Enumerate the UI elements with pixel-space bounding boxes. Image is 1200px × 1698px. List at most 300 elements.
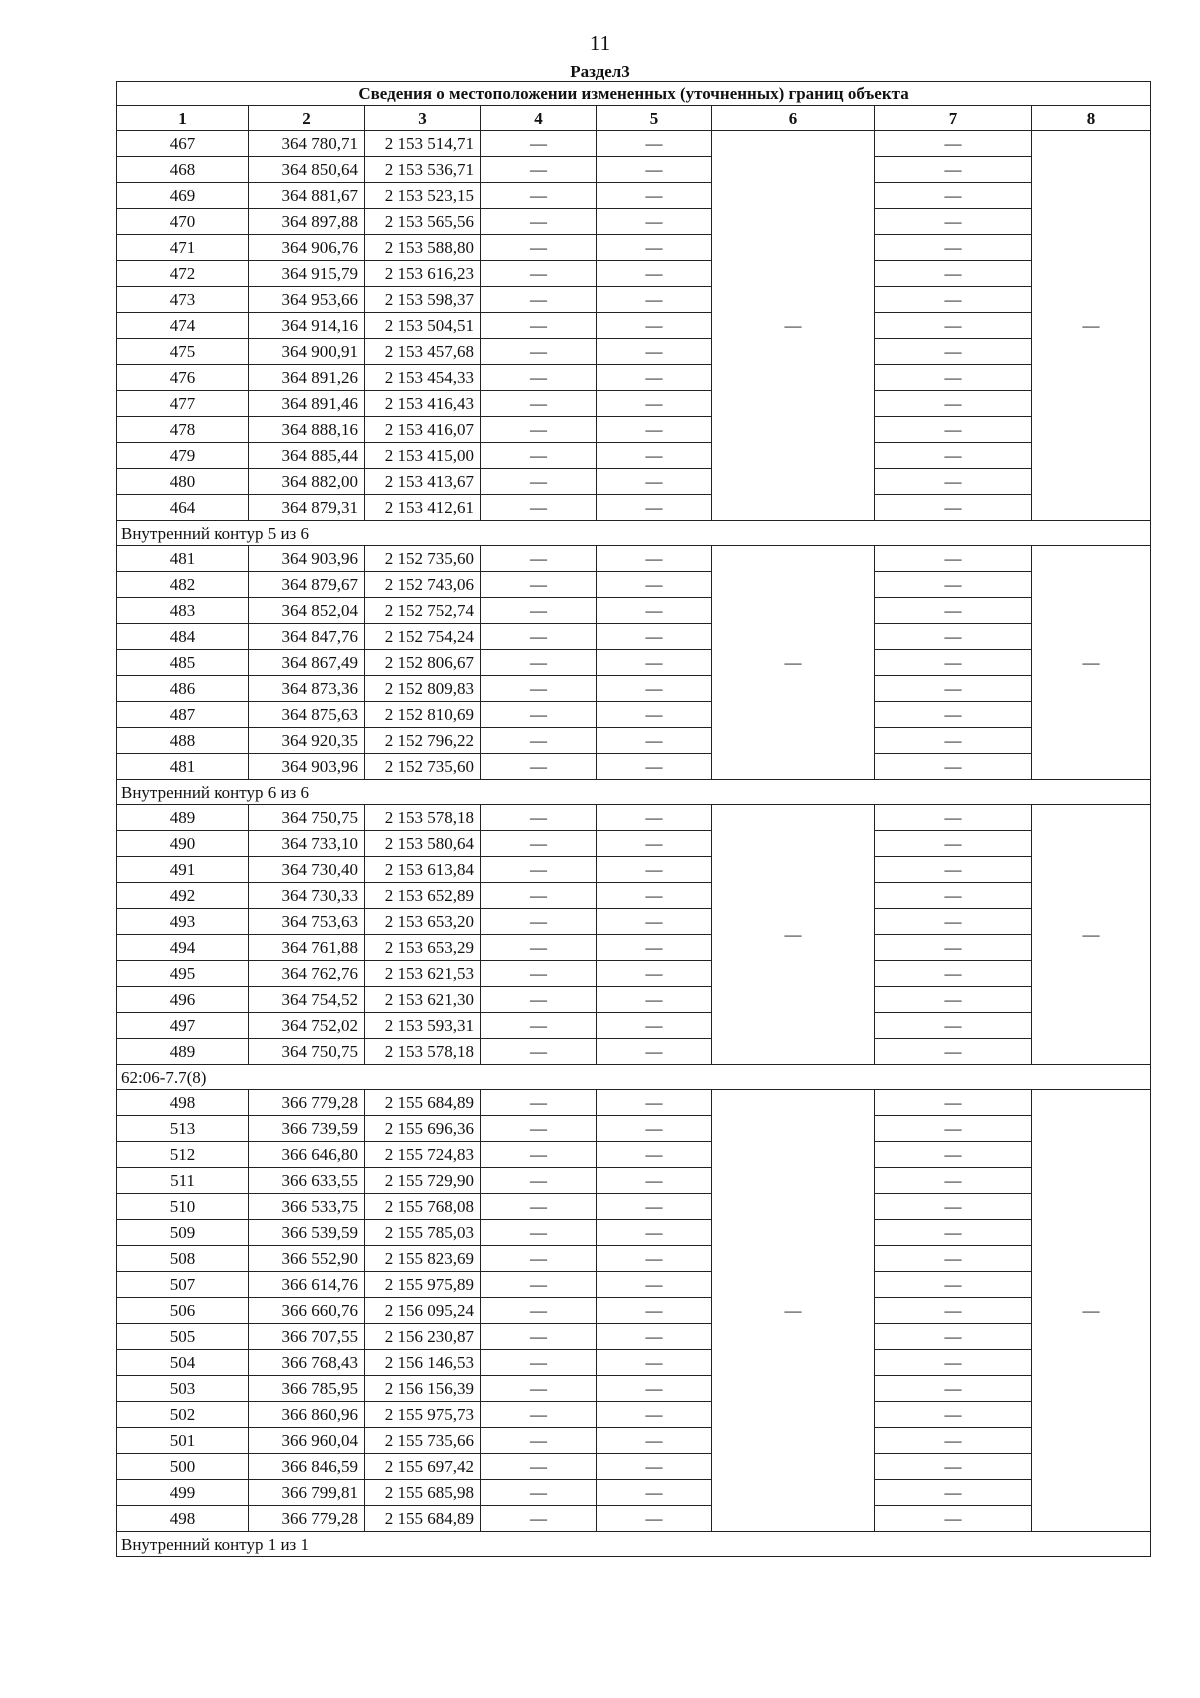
column-4-value: — <box>481 495 597 521</box>
y-coordinate: 2 153 616,23 <box>365 261 481 287</box>
column-6-merged-value: — <box>712 1090 875 1532</box>
column-7-value: — <box>875 287 1032 313</box>
section-title: Раздел3 <box>570 62 630 81</box>
point-number: 477 <box>117 391 249 417</box>
table-row <box>117 365 1151 391</box>
column-7-value: — <box>875 1013 1032 1039</box>
column-7-value: — <box>875 1480 1032 1506</box>
point-number: 483 <box>117 598 249 624</box>
x-coordinate: 364 873,36 <box>249 676 365 702</box>
table-row <box>117 157 1151 183</box>
point-number: 493 <box>117 909 249 935</box>
point-number: 509 <box>117 1220 249 1246</box>
table-row <box>117 1428 1151 1454</box>
y-coordinate: 2 153 415,00 <box>365 443 481 469</box>
column-7-value: — <box>875 909 1032 935</box>
point-number: 507 <box>117 1272 249 1298</box>
contour-label: Внутренний контур 1 из 1 <box>117 1532 1151 1557</box>
x-coordinate: 364 885,44 <box>249 443 365 469</box>
contour-label: Внутренний контур 5 из 6 <box>117 521 1151 546</box>
table-row <box>117 754 1151 780</box>
column-5-value: — <box>597 1194 712 1220</box>
column-4-value: — <box>481 1376 597 1402</box>
y-coordinate: 2 153 652,89 <box>365 883 481 909</box>
column-4-value: — <box>481 598 597 624</box>
table-row <box>117 313 1151 339</box>
column-5-value: — <box>597 572 712 598</box>
column-7-value: — <box>875 1428 1032 1454</box>
y-coordinate: 2 155 684,89 <box>365 1090 481 1116</box>
x-coordinate: 364 903,96 <box>249 754 365 780</box>
column-4-value: — <box>481 857 597 883</box>
x-coordinate: 364 900,91 <box>249 339 365 365</box>
x-coordinate: 364 730,33 <box>249 883 365 909</box>
point-number: 484 <box>117 624 249 650</box>
point-number: 492 <box>117 883 249 909</box>
y-coordinate: 2 155 735,66 <box>365 1428 481 1454</box>
column-5-value: — <box>597 209 712 235</box>
point-number: 480 <box>117 469 249 495</box>
contour-label-row <box>117 1065 1151 1090</box>
column-5-value: — <box>597 417 712 443</box>
column-4-value: — <box>481 909 597 935</box>
point-number: 489 <box>117 805 249 831</box>
x-coordinate: 366 960,04 <box>249 1428 365 1454</box>
column-5-value: — <box>597 287 712 313</box>
y-coordinate: 2 153 416,43 <box>365 391 481 417</box>
y-coordinate: 2 153 565,56 <box>365 209 481 235</box>
point-number: 501 <box>117 1428 249 1454</box>
table-title-row <box>117 82 1151 106</box>
table-title: Сведения о местоположении измененных (уточненных) границ объекта <box>117 82 1151 106</box>
x-coordinate: 366 552,90 <box>249 1246 365 1272</box>
x-coordinate: 366 799,81 <box>249 1480 365 1506</box>
column-5-value: — <box>597 883 712 909</box>
y-coordinate: 2 152 810,69 <box>365 702 481 728</box>
column-7-value: — <box>875 235 1032 261</box>
y-coordinate: 2 153 653,20 <box>365 909 481 935</box>
point-number: 512 <box>117 1142 249 1168</box>
column-7-value: — <box>875 1454 1032 1480</box>
column-7-value: — <box>875 1402 1032 1428</box>
column-5-value: — <box>597 1272 712 1298</box>
column-5-value: — <box>597 443 712 469</box>
column-7-value: — <box>875 1324 1032 1350</box>
column-5-value: — <box>597 1298 712 1324</box>
y-coordinate: 2 152 735,60 <box>365 546 481 572</box>
point-number: 470 <box>117 209 249 235</box>
column-4-value: — <box>481 702 597 728</box>
x-coordinate: 366 768,43 <box>249 1350 365 1376</box>
column-5-value: — <box>597 961 712 987</box>
table-row <box>117 1376 1151 1402</box>
point-number: 488 <box>117 728 249 754</box>
column-number-4: 4 <box>481 106 597 131</box>
point-number: 511 <box>117 1168 249 1194</box>
y-coordinate: 2 156 230,87 <box>365 1324 481 1350</box>
column-4-value: — <box>481 650 597 676</box>
x-coordinate: 364 897,88 <box>249 209 365 235</box>
column-7-value: — <box>875 676 1032 702</box>
x-coordinate: 366 614,76 <box>249 1272 365 1298</box>
column-7-value: — <box>875 883 1032 909</box>
table-row <box>117 339 1151 365</box>
y-coordinate: 2 153 580,64 <box>365 831 481 857</box>
column-number-3: 3 <box>365 106 481 131</box>
column-7-value: — <box>875 961 1032 987</box>
y-coordinate: 2 153 593,31 <box>365 1013 481 1039</box>
column-4-value: — <box>481 417 597 443</box>
point-number: 475 <box>117 339 249 365</box>
x-coordinate: 364 914,16 <box>249 313 365 339</box>
point-number: 472 <box>117 261 249 287</box>
y-coordinate: 2 152 809,83 <box>365 676 481 702</box>
column-4-value: — <box>481 313 597 339</box>
column-5-value: — <box>597 469 712 495</box>
x-coordinate: 364 730,40 <box>249 857 365 883</box>
column-8-merged-value: — <box>1032 805 1151 1065</box>
column-4-value: — <box>481 261 597 287</box>
column-4-value: — <box>481 131 597 157</box>
point-number: 489 <box>117 1039 249 1065</box>
x-coordinate: 366 860,96 <box>249 1402 365 1428</box>
column-7-value: — <box>875 313 1032 339</box>
column-4-value: — <box>481 1220 597 1246</box>
column-7-value: — <box>875 1142 1032 1168</box>
column-7-value: — <box>875 1350 1032 1376</box>
column-5-value: — <box>597 261 712 287</box>
table-row <box>117 417 1151 443</box>
column-5-value: — <box>597 1220 712 1246</box>
table-row <box>117 183 1151 209</box>
y-coordinate: 2 155 685,98 <box>365 1480 481 1506</box>
column-4-value: — <box>481 157 597 183</box>
table-row <box>117 961 1151 987</box>
table-row <box>117 261 1151 287</box>
point-number: 494 <box>117 935 249 961</box>
y-coordinate: 2 155 729,90 <box>365 1168 481 1194</box>
table-row <box>117 1480 1151 1506</box>
column-5-value: — <box>597 183 712 209</box>
column-7-value: — <box>875 702 1032 728</box>
column-7-value: — <box>875 1246 1032 1272</box>
table-row <box>117 1090 1151 1116</box>
table-row <box>117 650 1151 676</box>
column-5-value: — <box>597 1454 712 1480</box>
point-number: 498 <box>117 1506 249 1532</box>
x-coordinate: 364 750,75 <box>249 805 365 831</box>
y-coordinate: 2 153 598,37 <box>365 287 481 313</box>
x-coordinate: 364 888,16 <box>249 417 365 443</box>
x-coordinate: 366 739,59 <box>249 1116 365 1142</box>
column-8-merged-value: — <box>1032 1090 1151 1532</box>
contour-label-row <box>117 780 1151 805</box>
y-coordinate: 2 152 806,67 <box>365 650 481 676</box>
column-7-value: — <box>875 1298 1032 1324</box>
column-7-value: — <box>875 365 1032 391</box>
column-7-value: — <box>875 624 1032 650</box>
table-row <box>117 598 1151 624</box>
x-coordinate: 364 852,04 <box>249 598 365 624</box>
page-number: 11 <box>589 31 611 55</box>
x-coordinate: 366 646,80 <box>249 1142 365 1168</box>
x-coordinate: 364 752,02 <box>249 1013 365 1039</box>
table-row <box>117 987 1151 1013</box>
column-7-value: — <box>875 131 1032 157</box>
point-number: 481 <box>117 546 249 572</box>
column-5-value: — <box>597 1246 712 1272</box>
x-coordinate: 364 891,26 <box>249 365 365 391</box>
x-coordinate: 364 753,63 <box>249 909 365 935</box>
column-5-value: — <box>597 598 712 624</box>
column-number-7: 7 <box>875 106 1032 131</box>
y-coordinate: 2 153 504,51 <box>365 313 481 339</box>
y-coordinate: 2 155 823,69 <box>365 1246 481 1272</box>
column-7-value: — <box>875 1220 1032 1246</box>
column-4-value: — <box>481 754 597 780</box>
column-5-value: — <box>597 728 712 754</box>
column-5-value: — <box>597 235 712 261</box>
y-coordinate: 2 153 536,71 <box>365 157 481 183</box>
column-7-value: — <box>875 935 1032 961</box>
column-4-value: — <box>481 1350 597 1376</box>
column-5-value: — <box>597 1013 712 1039</box>
y-coordinate: 2 152 743,06 <box>365 572 481 598</box>
table-row <box>117 1039 1151 1065</box>
table-row <box>117 1402 1151 1428</box>
point-number: 476 <box>117 365 249 391</box>
boundary-coordinates-table <box>116 81 1151 1557</box>
column-5-value: — <box>597 1168 712 1194</box>
x-coordinate: 364 761,88 <box>249 935 365 961</box>
point-number: 498 <box>117 1090 249 1116</box>
column-4-value: — <box>481 1194 597 1220</box>
x-coordinate: 364 879,31 <box>249 495 365 521</box>
point-number: 504 <box>117 1350 249 1376</box>
table-row <box>117 1220 1151 1246</box>
table-row <box>117 1272 1151 1298</box>
table-row <box>117 1246 1151 1272</box>
column-7-value: — <box>875 754 1032 780</box>
column-7-value: — <box>875 157 1032 183</box>
column-number-2: 2 <box>249 106 365 131</box>
point-number: 469 <box>117 183 249 209</box>
y-coordinate: 2 155 724,83 <box>365 1142 481 1168</box>
table-row <box>117 702 1151 728</box>
x-coordinate: 364 750,75 <box>249 1039 365 1065</box>
column-4-value: — <box>481 1506 597 1532</box>
x-coordinate: 364 850,64 <box>249 157 365 183</box>
point-number: 502 <box>117 1402 249 1428</box>
column-number-8: 8 <box>1032 106 1151 131</box>
column-5-value: — <box>597 339 712 365</box>
x-coordinate: 364 881,67 <box>249 183 365 209</box>
x-coordinate: 366 846,59 <box>249 1454 365 1480</box>
table-row <box>117 1506 1151 1532</box>
x-coordinate: 364 867,49 <box>249 650 365 676</box>
column-5-value: — <box>597 1350 712 1376</box>
point-number: 505 <box>117 1324 249 1350</box>
column-5-value: — <box>597 935 712 961</box>
y-coordinate: 2 155 975,89 <box>365 1272 481 1298</box>
point-number: 482 <box>117 572 249 598</box>
column-4-value: — <box>481 572 597 598</box>
point-number: 496 <box>117 987 249 1013</box>
table-row <box>117 235 1151 261</box>
column-5-value: — <box>597 546 712 572</box>
y-coordinate: 2 153 578,18 <box>365 805 481 831</box>
y-coordinate: 2 155 697,42 <box>365 1454 481 1480</box>
column-4-value: — <box>481 339 597 365</box>
column-7-value: — <box>875 339 1032 365</box>
x-coordinate: 366 633,55 <box>249 1168 365 1194</box>
x-coordinate: 364 780,71 <box>249 131 365 157</box>
point-number: 471 <box>117 235 249 261</box>
table-row <box>117 624 1151 650</box>
y-coordinate: 2 153 454,33 <box>365 365 481 391</box>
x-coordinate: 364 847,76 <box>249 624 365 650</box>
y-coordinate: 2 153 412,61 <box>365 495 481 521</box>
column-5-value: — <box>597 754 712 780</box>
column-7-value: — <box>875 183 1032 209</box>
y-coordinate: 2 153 523,15 <box>365 183 481 209</box>
y-coordinate: 2 152 752,74 <box>365 598 481 624</box>
column-4-value: — <box>481 1116 597 1142</box>
point-number: 464 <box>117 495 249 521</box>
column-4-value: — <box>481 1324 597 1350</box>
column-5-value: — <box>597 391 712 417</box>
table-row <box>117 209 1151 235</box>
y-coordinate: 2 153 514,71 <box>365 131 481 157</box>
column-4-value: — <box>481 365 597 391</box>
column-5-value: — <box>597 676 712 702</box>
point-number: 497 <box>117 1013 249 1039</box>
column-4-value: — <box>481 883 597 909</box>
column-7-value: — <box>875 650 1032 676</box>
column-7-value: — <box>875 857 1032 883</box>
y-coordinate: 2 155 684,89 <box>365 1506 481 1532</box>
column-7-value: — <box>875 1506 1032 1532</box>
x-coordinate: 364 879,67 <box>249 572 365 598</box>
column-7-value: — <box>875 546 1032 572</box>
column-4-value: — <box>481 183 597 209</box>
column-6-merged-value: — <box>712 546 875 780</box>
point-number: 468 <box>117 157 249 183</box>
x-coordinate: 364 953,66 <box>249 287 365 313</box>
x-coordinate: 366 785,95 <box>249 1376 365 1402</box>
table-row <box>117 676 1151 702</box>
point-number: 467 <box>117 131 249 157</box>
column-5-value: — <box>597 1402 712 1428</box>
column-5-value: — <box>597 909 712 935</box>
column-8-merged-value: — <box>1032 131 1151 521</box>
column-4-value: — <box>481 1272 597 1298</box>
column-6-merged-value: — <box>712 131 875 521</box>
column-5-value: — <box>597 313 712 339</box>
column-4-value: — <box>481 1090 597 1116</box>
point-number: 481 <box>117 754 249 780</box>
column-4-value: — <box>481 961 597 987</box>
column-4-value: — <box>481 935 597 961</box>
table-row <box>117 883 1151 909</box>
table-row <box>117 572 1151 598</box>
column-7-value: — <box>875 1168 1032 1194</box>
column-4-value: — <box>481 235 597 261</box>
x-coordinate: 366 539,59 <box>249 1220 365 1246</box>
column-5-value: — <box>597 702 712 728</box>
point-number: 506 <box>117 1298 249 1324</box>
point-number: 500 <box>117 1454 249 1480</box>
column-5-value: — <box>597 650 712 676</box>
column-5-value: — <box>597 1376 712 1402</box>
table-row <box>117 1168 1151 1194</box>
column-7-value: — <box>875 1116 1032 1142</box>
column-number-1: 1 <box>117 106 249 131</box>
y-coordinate: 2 153 621,30 <box>365 987 481 1013</box>
table-body <box>117 82 1151 1557</box>
y-coordinate: 2 153 653,29 <box>365 935 481 961</box>
column-4-value: — <box>481 443 597 469</box>
column-5-value: — <box>597 624 712 650</box>
table-row <box>117 1298 1151 1324</box>
column-7-value: — <box>875 572 1032 598</box>
column-4-value: — <box>481 1013 597 1039</box>
contour-label: 62:06-7.7(8) <box>117 1065 1151 1090</box>
point-number: 490 <box>117 831 249 857</box>
x-coordinate: 364 733,10 <box>249 831 365 857</box>
x-coordinate: 366 533,75 <box>249 1194 365 1220</box>
y-coordinate: 2 156 156,39 <box>365 1376 481 1402</box>
table-row <box>117 935 1151 961</box>
column-4-value: — <box>481 987 597 1013</box>
table-row <box>117 909 1151 935</box>
table-row <box>117 469 1151 495</box>
y-coordinate: 2 153 613,84 <box>365 857 481 883</box>
table-row <box>117 495 1151 521</box>
table-row <box>117 1116 1151 1142</box>
point-number: 503 <box>117 1376 249 1402</box>
column-5-value: — <box>597 857 712 883</box>
point-number: 510 <box>117 1194 249 1220</box>
column-5-value: — <box>597 987 712 1013</box>
column-5-value: — <box>597 1506 712 1532</box>
table-row <box>117 831 1151 857</box>
y-coordinate: 2 152 754,24 <box>365 624 481 650</box>
y-coordinate: 2 153 578,18 <box>365 1039 481 1065</box>
x-coordinate: 364 882,00 <box>249 469 365 495</box>
column-4-value: — <box>481 1039 597 1065</box>
point-number: 485 <box>117 650 249 676</box>
column-number-5: 5 <box>597 106 712 131</box>
x-coordinate: 364 903,96 <box>249 546 365 572</box>
x-coordinate: 366 660,76 <box>249 1298 365 1324</box>
column-5-value: — <box>597 495 712 521</box>
column-5-value: — <box>597 1324 712 1350</box>
y-coordinate: 2 152 796,22 <box>365 728 481 754</box>
table-row <box>117 287 1151 313</box>
column-4-value: — <box>481 546 597 572</box>
column-number-6: 6 <box>712 106 875 131</box>
x-coordinate: 364 915,79 <box>249 261 365 287</box>
column-7-value: — <box>875 831 1032 857</box>
y-coordinate: 2 155 785,03 <box>365 1220 481 1246</box>
x-coordinate: 366 779,28 <box>249 1506 365 1532</box>
column-8-merged-value: — <box>1032 546 1151 780</box>
column-7-value: — <box>875 443 1032 469</box>
column-7-value: — <box>875 261 1032 287</box>
point-number: 513 <box>117 1116 249 1142</box>
table-row <box>117 443 1151 469</box>
